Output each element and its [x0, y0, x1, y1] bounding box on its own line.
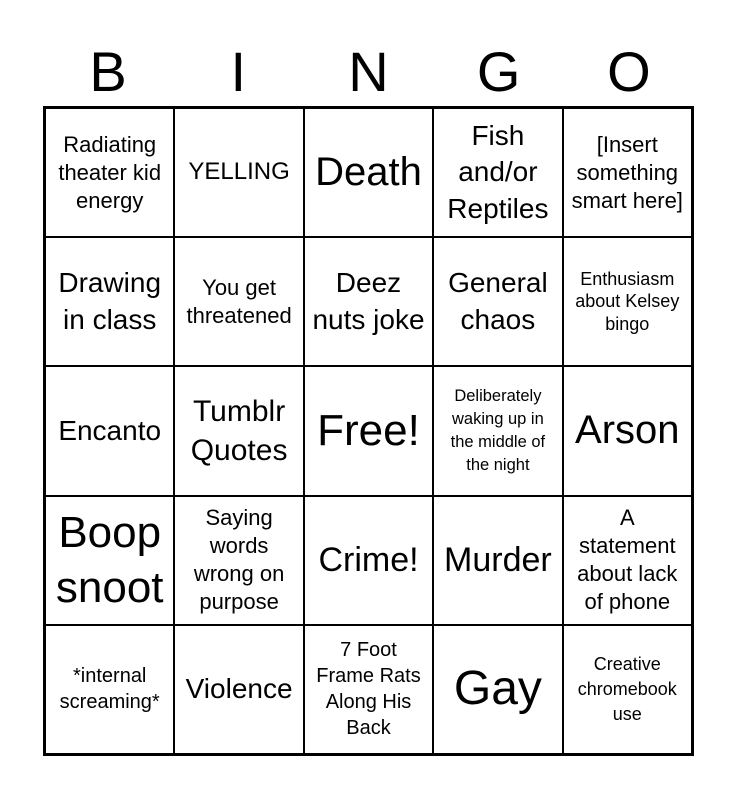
bingo-cell-r1c0[interactable]: Drawing in class [45, 237, 174, 366]
bingo-cell-r3c4[interactable]: A statement about lack of phone [563, 496, 692, 625]
bingo-cell-r3c3[interactable]: Murder [433, 496, 562, 625]
bingo-cell-r0c0[interactable]: Radiating theater kid energy [45, 108, 174, 237]
bingo-cell-r3c0[interactable]: Boop snoot [45, 496, 174, 625]
bingo-cell-r4c0[interactable]: *internal screaming* [45, 625, 174, 754]
header-letter-g: G [476, 40, 521, 103]
bingo-cell-r0c4[interactable]: [Insert something smart here] [563, 108, 692, 237]
header-letter-b: B [89, 40, 127, 103]
bingo-cell-r4c3[interactable]: Gay [433, 625, 562, 754]
bingo-cell-r4c2[interactable]: 7 Foot Frame Rats Along His Back [304, 625, 433, 754]
bingo-cell-r1c1[interactable]: You get threatened [174, 237, 303, 366]
bingo-cell-r0c2[interactable]: Death [304, 108, 433, 237]
header-letter-i: I [230, 40, 247, 103]
header-letter-o: O [607, 40, 651, 103]
bingo-cell-r3c1[interactable]: Saying words wrong on purpose [174, 496, 303, 625]
bingo-board [43, 106, 694, 756]
bingo-cell-r1c3[interactable]: General chaos [433, 237, 562, 366]
header-letter-n: N [348, 40, 389, 103]
bingo-cell-r1c4[interactable]: Enthusiasm about Kelsey bingo [563, 237, 692, 366]
bingo-cell-r4c1[interactable]: Violence [174, 625, 303, 754]
bingo-header [43, 40, 694, 104]
bingo-cell-r2c4[interactable]: Arson [563, 366, 692, 495]
bingo-cell-r0c1[interactable]: YELLING [174, 108, 303, 237]
bingo-cell-r2c2[interactable]: Free! [304, 366, 433, 495]
bingo-cell-r3c2[interactable]: Crime! [304, 496, 433, 625]
bingo-cell-r2c0[interactable]: Encanto [45, 366, 174, 495]
bingo-cell-r0c3[interactable]: Fish and/or Reptiles [433, 108, 562, 237]
bingo-cell-r1c2[interactable]: Deez nuts joke [304, 237, 433, 366]
bingo-cell-r2c1[interactable]: Tumblr Quotes [174, 366, 303, 495]
bingo-cell-r4c4[interactable]: Creative chromebook use [563, 625, 692, 754]
bingo-cell-r2c3[interactable]: Deliberately waking up in the middle of the night [433, 366, 562, 495]
